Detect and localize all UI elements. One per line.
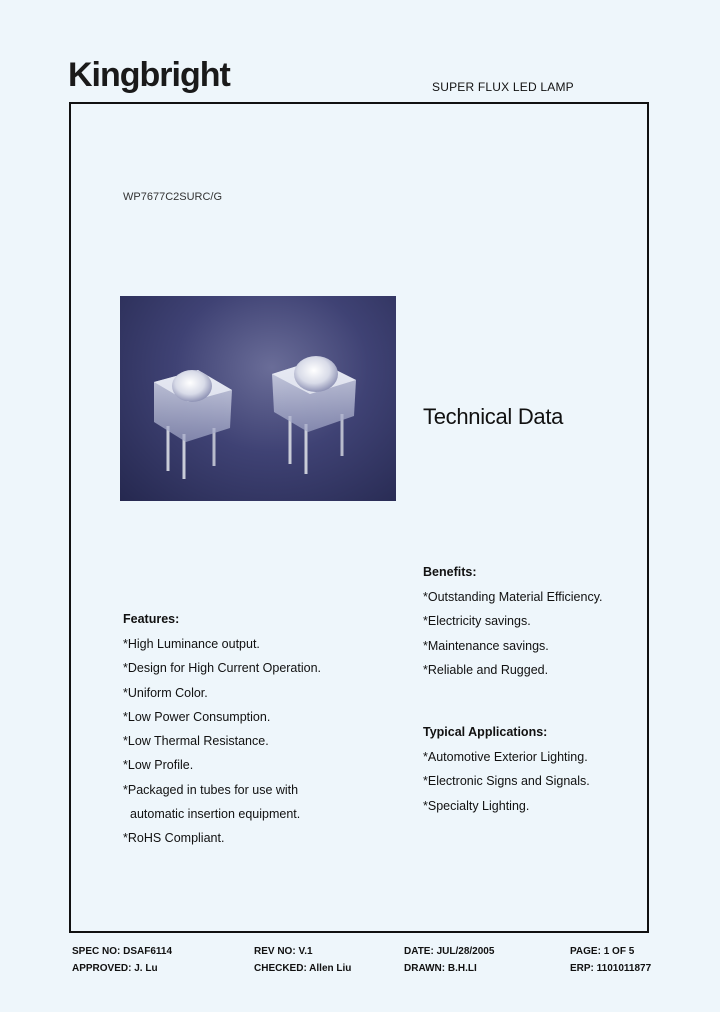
brand-logo: Kingbright bbox=[68, 56, 230, 94]
footer-row-2 bbox=[72, 963, 672, 980]
feature-item: *High Luminance output. bbox=[123, 637, 260, 651]
led-left bbox=[154, 370, 232, 479]
revision-number: REV NO: V.1 bbox=[254, 946, 313, 957]
applications-heading: Typical Applications: bbox=[423, 725, 548, 739]
feature-item: *Low Profile. bbox=[123, 758, 194, 773]
feature-item: *Low Power Consumption. bbox=[123, 709, 271, 724]
benefit-item: *Reliable and Rugged. bbox=[423, 662, 549, 677]
led-right bbox=[272, 356, 356, 474]
document-title: SUPER FLUX LED LAMP bbox=[432, 80, 574, 94]
page-number: PAGE: 1 OF 5 bbox=[570, 946, 635, 957]
product-photo bbox=[120, 296, 396, 501]
document-footer bbox=[72, 946, 672, 980]
feature-item-continuation: automatic insertion equipment. bbox=[130, 807, 301, 822]
benefits-heading: Benefits: bbox=[423, 565, 477, 579]
drawn-by: DRAWN: B.H.LI bbox=[404, 963, 477, 974]
features-section bbox=[123, 612, 321, 856]
feature-item: *Uniform Color. bbox=[123, 685, 208, 700]
features-heading: Features: bbox=[123, 612, 180, 626]
benefit-item: *Outstanding Material Efficiency. bbox=[423, 590, 603, 604]
erp-number: ERP: 1101011877 bbox=[570, 963, 652, 974]
application-item: *Automotive Exterior Lighting. bbox=[423, 750, 588, 764]
part-number: WP7677C2SURC/G bbox=[123, 191, 223, 203]
feature-item: *Low Thermal Resistance. bbox=[123, 734, 269, 749]
feature-item: *Design for High Current Operation. bbox=[123, 661, 322, 676]
applications-section bbox=[423, 725, 590, 823]
footer-row-1 bbox=[72, 946, 672, 963]
document-date: DATE: JUL/28/2005 bbox=[404, 946, 495, 957]
benefit-item: *Electricity savings. bbox=[423, 614, 531, 629]
application-item: *Specialty Lighting. bbox=[423, 798, 530, 813]
benefit-item: *Maintenance savings. bbox=[423, 638, 549, 653]
feature-item: *RoHS Compliant. bbox=[123, 831, 225, 846]
approved-by: APPROVED: J. Lu bbox=[72, 963, 158, 974]
application-item: *Electronic Signs and Signals. bbox=[423, 774, 590, 789]
led-lamps-illustration bbox=[120, 296, 396, 501]
spec-number: SPEC NO: DSAF6114 bbox=[72, 946, 173, 957]
benefits-section bbox=[423, 565, 603, 687]
checked-by: CHECKED: Allen Liu bbox=[254, 963, 352, 974]
technical-data-title: Technical Data bbox=[423, 404, 564, 429]
feature-item: *Packaged in tubes for use with bbox=[123, 782, 299, 797]
